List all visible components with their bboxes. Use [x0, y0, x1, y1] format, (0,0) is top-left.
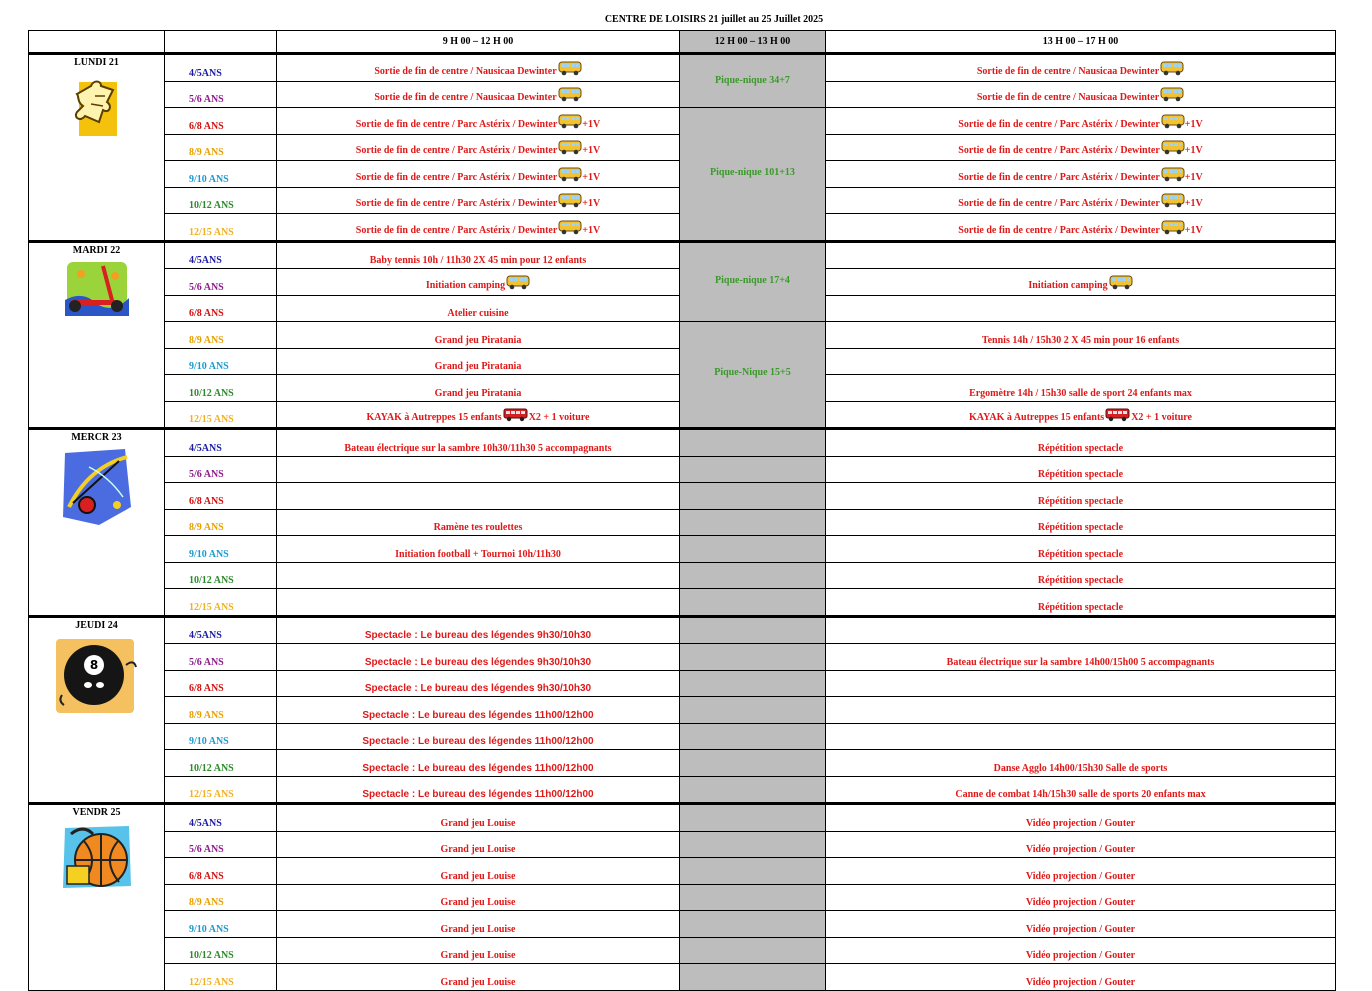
eight-ball-icon	[29, 635, 164, 718]
table-row	[29, 54, 1336, 82]
age-group: 9/10 ANS	[165, 911, 277, 938]
bus-icon	[558, 60, 582, 79]
afternoon-activity	[826, 911, 1336, 938]
activity-text: Initiation camping	[425, 279, 506, 291]
lunch-cell	[680, 589, 826, 617]
afternoon-activity	[826, 429, 1336, 457]
table-row	[29, 483, 1336, 510]
lunch-cell	[680, 483, 826, 510]
lunch-cell	[680, 911, 826, 938]
lunch-cell	[680, 750, 826, 777]
lunch-cell: Pique-nique 34+7	[680, 54, 826, 108]
lunch-cell	[680, 804, 826, 832]
age-group: 10/12 ANS	[165, 750, 277, 777]
morning-activity	[277, 964, 680, 991]
age-group: 9/10 ANS	[165, 723, 277, 750]
table-row	[29, 429, 1336, 457]
morning-activity	[277, 456, 680, 483]
activity-text: Répétition spectacle	[1037, 495, 1124, 507]
afternoon-activity	[826, 134, 1336, 161]
activity-text: Vidéo projection / Gouter	[1025, 870, 1136, 882]
afternoon-activity	[826, 322, 1336, 349]
age-group: 5/6 ANS	[165, 831, 277, 858]
afternoon-activity	[826, 241, 1336, 269]
activity-text: Sortie de fin de centre / Nausicaa Dewinter	[374, 92, 557, 103]
lunch-cell	[680, 429, 826, 457]
bus-icon	[558, 139, 582, 158]
age-group: 5/6 ANS	[165, 644, 277, 671]
morning-activity	[277, 831, 680, 858]
afternoon-activity	[826, 161, 1336, 188]
activity-suffix: +1V	[1184, 145, 1203, 156]
morning-activity	[277, 644, 680, 671]
header-age	[165, 31, 277, 54]
activity-text: Sortie de fin de centre / Nausicaa Dewinter	[976, 92, 1160, 103]
morning-activity	[277, 858, 680, 885]
activity-suffix: +1V	[582, 224, 601, 236]
afternoon-activity	[826, 269, 1336, 296]
table-row	[29, 750, 1336, 777]
activity-text: Répétition spectacle	[1037, 469, 1124, 480]
activity-text: Sortie de fin de centre / Parc Astérix / Dewinter	[355, 145, 558, 156]
morning-activity	[277, 723, 680, 750]
age-group: 8/9 ANS	[165, 884, 277, 911]
age-group: 5/6 ANS	[165, 81, 277, 108]
activity-text: Répétition spectacle	[1037, 548, 1124, 560]
activity-text: Vidéo projection / Gouter	[1025, 844, 1136, 855]
activity-text: Atelier cuisine	[447, 308, 509, 319]
activity-text: Sortie de fin de centre / Parc Astérix / Dewinter	[958, 198, 1160, 209]
header-morning: 9 H 00 – 12 H 00	[277, 31, 680, 54]
activity-text: Spectacle : Le bureau des légendes 9h30/10h30	[364, 683, 592, 694]
afternoon-activity	[826, 697, 1336, 724]
bus-icon	[1161, 113, 1185, 132]
header-afternoon: 13 H 00 – 17 H 00	[826, 31, 1336, 54]
afternoon-activity	[826, 644, 1336, 671]
activity-text: Baby tennis 10h / 11h30 2X 45 min pour 12 enfants	[369, 255, 587, 266]
morning-activity	[277, 562, 680, 589]
activity-text: Grand jeu Louise	[440, 923, 516, 935]
age-group: 9/10 ANS	[165, 536, 277, 563]
activity-text: Grand jeu Louise	[440, 897, 516, 908]
activity-suffix: +1V	[582, 198, 601, 209]
bus-icon	[1161, 166, 1185, 185]
lunch-cell	[680, 536, 826, 563]
activity-text: Grand jeu Louise	[440, 950, 516, 961]
activity-text: KAYAK à Autreppes 15 enfants	[366, 412, 502, 423]
lunch-cell	[680, 937, 826, 964]
age-group: 12/15 ANS	[165, 214, 277, 242]
table-row	[29, 937, 1336, 964]
day-name: VENDR 25	[72, 807, 121, 818]
age-group: 6/8 ANS	[165, 295, 277, 322]
table-row	[29, 456, 1336, 483]
afternoon-activity	[826, 483, 1336, 510]
table-row	[29, 697, 1336, 724]
schedule-table	[28, 30, 1336, 991]
afternoon-activity	[826, 562, 1336, 589]
activity-suffix: X2 + 1 voiture	[1131, 412, 1192, 423]
activity-text: Sortie de fin de centre / Parc Astérix / Dewinter	[958, 171, 1160, 183]
afternoon-activity	[826, 536, 1336, 563]
activity-text: KAYAK à Autreppes 15 enfants	[968, 412, 1105, 423]
lunch-cell	[680, 858, 826, 885]
table-row	[29, 964, 1336, 991]
morning-activity	[277, 776, 680, 804]
activity-text: Répétition spectacle	[1037, 601, 1124, 613]
age-group: 12/15 ANS	[165, 401, 277, 429]
day-cell	[29, 54, 165, 242]
day-name: LUNDI 21	[74, 57, 119, 68]
bus-icon	[558, 192, 582, 211]
table-row	[29, 858, 1336, 885]
table-row	[29, 776, 1336, 804]
activity-suffix: +1V	[582, 171, 601, 183]
lunch-cell: Pique-nique 17+4	[680, 241, 826, 322]
activity-text: Répétition spectacle	[1037, 575, 1124, 586]
age-group: 10/12 ANS	[165, 187, 277, 214]
morning-activity	[277, 697, 680, 724]
activity-text: Sortie de fin de centre / Nausicaa Dewinter	[374, 65, 557, 77]
svg-text:8: 8	[89, 657, 98, 672]
day-name: MERCR 23	[71, 432, 122, 443]
morning-activity	[277, 616, 680, 644]
activity-text: Sortie de fin de centre / Parc Astérix / Dewinter	[355, 118, 558, 130]
activity-text: Sortie de fin de centre / Parc Astérix / Dewinter	[355, 224, 558, 236]
puzzle-icon	[29, 72, 164, 141]
activity-text: Sortie de fin de centre / Parc Astérix / Dewinter	[958, 224, 1160, 236]
age-group: 4/5ANS	[165, 241, 277, 269]
age-group: 12/15 ANS	[165, 589, 277, 617]
activity-text: Initiation football + Tournoi 10h/11h30	[395, 548, 561, 560]
morning-activity	[277, 322, 680, 349]
minibus-icon	[503, 406, 529, 425]
activity-text: Spectacle : Le bureau des légendes 11h00/12h00	[362, 736, 594, 747]
day-cell	[29, 616, 165, 804]
afternoon-activity	[826, 750, 1336, 777]
activity-text: Vidéo projection / Gouter	[1025, 950, 1136, 961]
age-group: 10/12 ANS	[165, 937, 277, 964]
table-row	[29, 509, 1336, 536]
morning-activity	[277, 161, 680, 188]
afternoon-activity	[826, 776, 1336, 804]
activity-text: Bateau électrique sur la sambre 14h00/15h00 5 accompagnants	[946, 656, 1215, 668]
table-row	[29, 911, 1336, 938]
morning-activity	[277, 483, 680, 510]
morning-activity	[277, 911, 680, 938]
age-group: 4/5ANS	[165, 616, 277, 644]
age-group: 6/8 ANS	[165, 858, 277, 885]
activity-text: Sortie de fin de centre / Parc Astérix / Dewinter	[958, 118, 1160, 130]
afternoon-activity	[826, 670, 1336, 697]
activity-text: Sortie de fin de centre / Parc Astérix / Dewinter	[355, 198, 558, 209]
afternoon-activity	[826, 401, 1336, 429]
table-row	[29, 831, 1336, 858]
afternoon-activity	[826, 964, 1336, 991]
age-group: 4/5ANS	[165, 429, 277, 457]
activity-text: Tennis 14h / 15h30 2 X 45 min pour 16 enfants	[981, 334, 1180, 346]
activity-suffix: +1V	[582, 118, 601, 130]
age-group: 8/9 ANS	[165, 322, 277, 349]
morning-activity	[277, 937, 680, 964]
table-row	[29, 616, 1336, 644]
activity-text: Danse Agglo 14h00/15h30 Salle de sports	[993, 762, 1168, 774]
activity-suffix: +1V	[582, 145, 601, 156]
activity-text: Spectacle : Le bureau des légendes 9h30/10h30	[364, 656, 592, 668]
lunch-cell	[680, 831, 826, 858]
morning-activity	[277, 589, 680, 617]
afternoon-activity	[826, 804, 1336, 832]
activity-suffix: +1V	[1184, 171, 1203, 183]
bus-icon	[1161, 192, 1185, 211]
morning-activity	[277, 187, 680, 214]
lunch-cell	[680, 616, 826, 644]
activity-text: Bateau électrique sur la sambre 10h30/11h30 5 accompagnants	[344, 442, 612, 454]
age-group: 8/9 ANS	[165, 134, 277, 161]
table-row	[29, 241, 1336, 269]
age-group: 6/8 ANS	[165, 108, 277, 135]
fishing-rod-icon	[29, 447, 164, 530]
age-group: 9/10 ANS	[165, 161, 277, 188]
afternoon-activity	[826, 81, 1336, 108]
activity-text: Grand jeu Louise	[440, 844, 516, 855]
afternoon-activity	[826, 348, 1336, 375]
table-row	[29, 562, 1336, 589]
table-row	[29, 589, 1336, 617]
activity-text: Ergomètre 14h / 15h30 salle de sport 24 enfants max	[969, 387, 1192, 399]
age-group: 4/5ANS	[165, 54, 277, 82]
day-name: JEUDI 24	[75, 619, 118, 631]
lunch-cell	[680, 697, 826, 724]
afternoon-activity	[826, 108, 1336, 135]
bus-icon	[558, 86, 582, 105]
header-day	[29, 31, 165, 54]
morning-activity	[277, 750, 680, 777]
lunch-cell: Pique-Nique 15+5	[680, 322, 826, 429]
activity-text: Vidéo projection / Gouter	[1025, 897, 1136, 908]
age-group: 8/9 ANS	[165, 697, 277, 724]
activity-text: Vidéo projection / Gouter	[1025, 817, 1136, 829]
header-row	[29, 31, 1336, 54]
activity-text: Grand jeu Louise	[440, 976, 516, 988]
morning-activity	[277, 81, 680, 108]
table-row	[29, 322, 1336, 349]
age-group: 6/8 ANS	[165, 483, 277, 510]
bus-icon	[506, 274, 530, 293]
activity-text: Canne de combat 14h/15h30 salle de sports 20 enfants max	[955, 789, 1206, 800]
lunch-cell	[680, 723, 826, 750]
bus-icon	[1161, 139, 1185, 158]
afternoon-activity	[826, 937, 1336, 964]
day-cell	[29, 241, 165, 429]
activity-text: Grand jeu Piratania	[434, 387, 522, 399]
basketball-icon	[29, 822, 164, 895]
afternoon-activity	[826, 214, 1336, 242]
lunch-cell	[680, 562, 826, 589]
afternoon-activity	[826, 589, 1336, 617]
activity-text: Spectacle : Le bureau des légendes 9h30/10h30	[364, 630, 592, 641]
afternoon-activity	[826, 456, 1336, 483]
morning-activity	[277, 295, 680, 322]
afternoon-activity	[826, 509, 1336, 536]
activity-text: Répétition spectacle	[1037, 522, 1124, 533]
activity-text: Grand jeu Piratania	[434, 334, 522, 346]
morning-activity	[277, 134, 680, 161]
bus-icon	[558, 219, 582, 238]
morning-activity	[277, 269, 680, 296]
age-group: 12/15 ANS	[165, 964, 277, 991]
activity-suffix: +1V	[1184, 198, 1203, 209]
age-group: 12/15 ANS	[165, 776, 277, 804]
morning-activity	[277, 429, 680, 457]
minibus-icon	[1105, 406, 1131, 425]
afternoon-activity	[826, 616, 1336, 644]
age-group: 8/9 ANS	[165, 509, 277, 536]
lunch-cell	[680, 776, 826, 804]
bus-icon	[558, 166, 582, 185]
morning-activity	[277, 401, 680, 429]
table-row	[29, 644, 1336, 671]
age-group: 4/5ANS	[165, 804, 277, 832]
morning-activity	[277, 375, 680, 402]
lunch-cell	[680, 456, 826, 483]
afternoon-activity	[826, 375, 1336, 402]
morning-activity	[277, 54, 680, 82]
page-title: CENTRE DE LOISIRS 21 juillet au 25 Juillet 2025	[604, 14, 824, 25]
morning-activity	[277, 108, 680, 135]
activity-text: Vidéo projection / Gouter	[1025, 976, 1136, 988]
activity-text: Grand jeu Piratania	[434, 361, 522, 372]
lunch-cell: Pique-nique 101+13	[680, 108, 826, 242]
activity-text: Répétition spectacle	[1037, 442, 1124, 454]
bus-icon	[1109, 274, 1133, 293]
age-group: 10/12 ANS	[165, 562, 277, 589]
table-row	[29, 670, 1336, 697]
morning-activity	[277, 536, 680, 563]
lunch-cell	[680, 644, 826, 671]
table-row	[29, 804, 1336, 832]
activity-text: Initiation camping	[1028, 279, 1108, 291]
scooter-icon	[29, 260, 164, 321]
morning-activity	[277, 804, 680, 832]
day-cell	[29, 804, 165, 991]
activity-text: Sortie de fin de centre / Nausicaa Dewinter	[976, 65, 1160, 77]
activity-text: Grand jeu Louise	[440, 870, 516, 882]
age-group: 5/6 ANS	[165, 269, 277, 296]
activity-text: Sortie de fin de centre / Parc Astérix / Dewinter	[355, 171, 558, 183]
activity-text: Sortie de fin de centre / Parc Astérix / Dewinter	[958, 145, 1160, 156]
activity-suffix: X2 + 1 voiture	[528, 412, 590, 423]
lunch-cell	[680, 509, 826, 536]
activity-text: Ramène tes roulettes	[433, 522, 523, 533]
morning-activity	[277, 348, 680, 375]
afternoon-activity	[826, 295, 1336, 322]
day-name: MARDI 22	[72, 244, 121, 256]
bus-icon	[558, 113, 582, 132]
table-row	[29, 884, 1336, 911]
morning-activity	[277, 214, 680, 242]
table-row	[29, 108, 1336, 135]
lunch-cell	[680, 964, 826, 991]
afternoon-activity	[826, 723, 1336, 750]
age-group: 10/12 ANS	[165, 375, 277, 402]
lunch-cell	[680, 670, 826, 697]
bus-icon	[1160, 60, 1184, 79]
day-cell	[29, 429, 165, 617]
afternoon-activity	[826, 54, 1336, 82]
age-group: 6/8 ANS	[165, 670, 277, 697]
afternoon-activity	[826, 884, 1336, 911]
morning-activity	[277, 509, 680, 536]
morning-activity	[277, 884, 680, 911]
table-row	[29, 723, 1336, 750]
activity-suffix: +1V	[1184, 118, 1203, 130]
age-group: 9/10 ANS	[165, 348, 277, 375]
bus-icon	[1161, 219, 1185, 238]
afternoon-activity	[826, 831, 1336, 858]
afternoon-activity	[826, 858, 1336, 885]
activity-text: Spectacle : Le bureau des légendes 11h00/12h00	[362, 709, 594, 721]
activity-text: Spectacle : Le bureau des légendes 11h00/12h00	[362, 789, 594, 800]
morning-activity	[277, 241, 680, 269]
bus-icon	[1160, 86, 1184, 105]
age-group: 5/6 ANS	[165, 456, 277, 483]
morning-activity	[277, 670, 680, 697]
lunch-cell	[680, 884, 826, 911]
table-row	[29, 536, 1336, 563]
activity-text: Spectacle : Le bureau des légendes 11h00/12h00	[362, 762, 594, 774]
activity-text: Vidéo projection / Gouter	[1025, 923, 1136, 935]
activity-suffix: +1V	[1184, 224, 1203, 236]
header-lunch: 12 H 00 – 13 H 00	[680, 31, 826, 54]
activity-text: Grand jeu Louise	[440, 817, 516, 829]
afternoon-activity	[826, 187, 1336, 214]
